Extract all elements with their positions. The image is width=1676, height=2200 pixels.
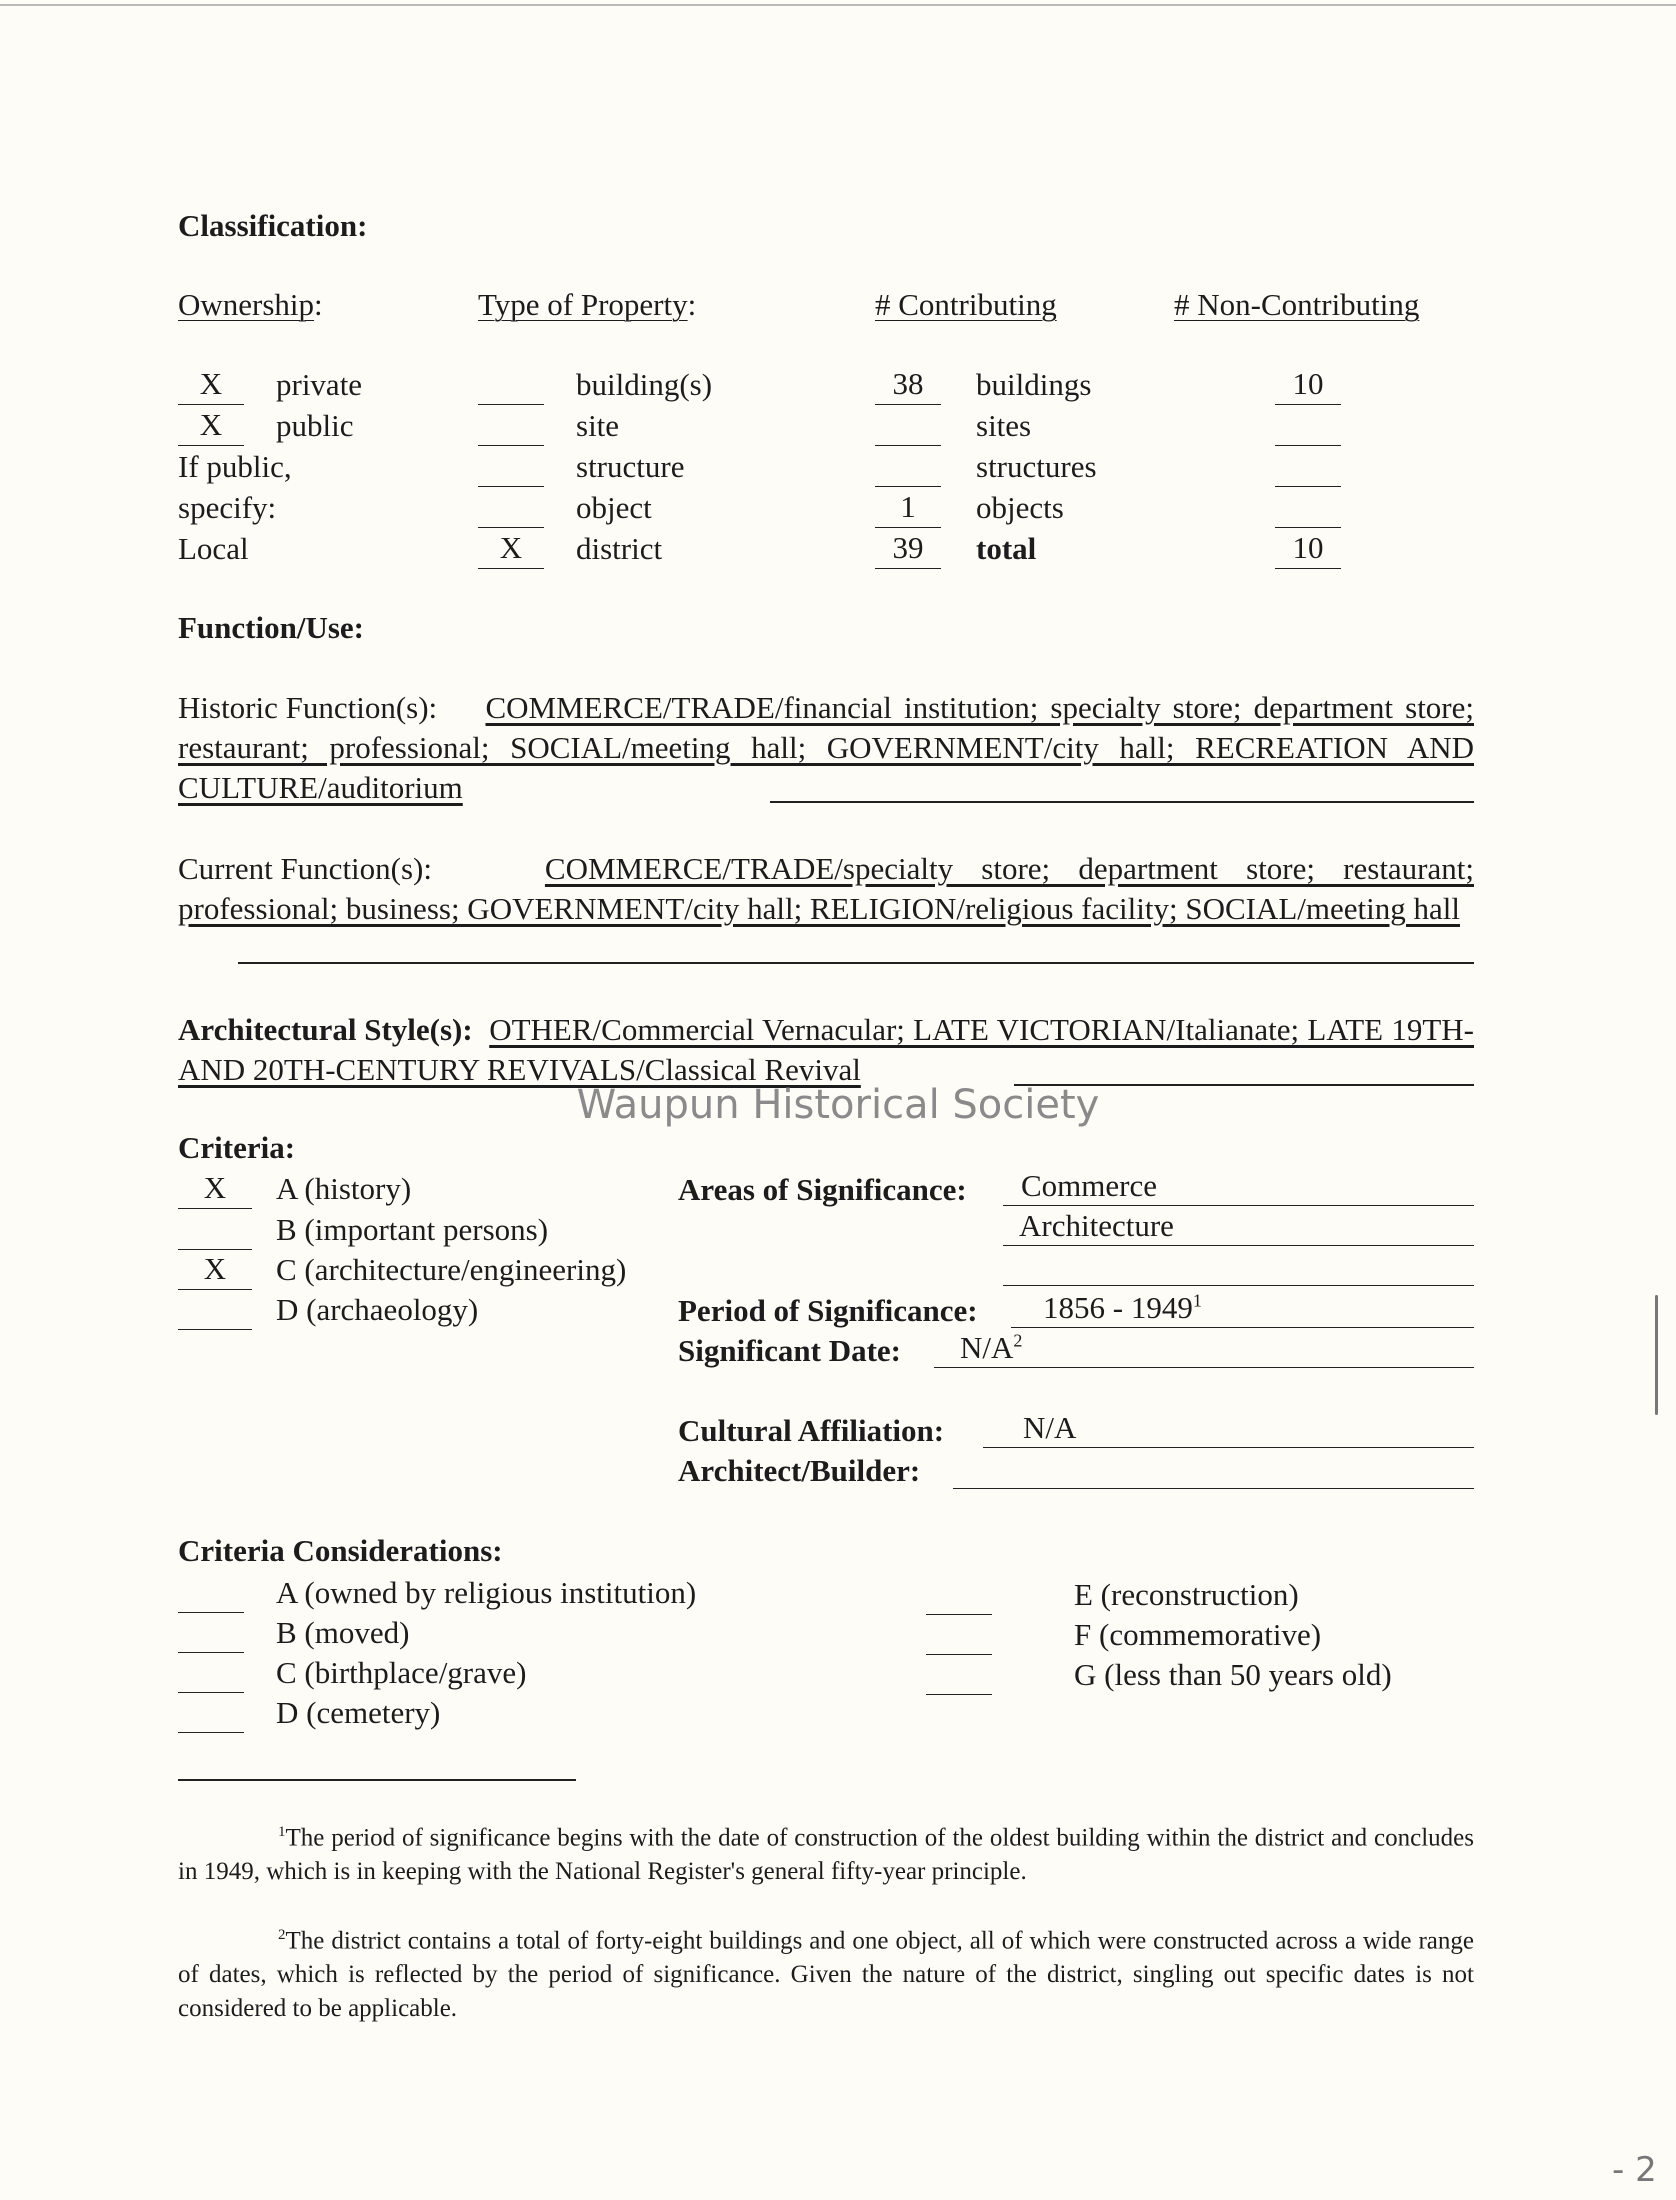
consideration-g-checkbox[interactable] <box>926 1656 992 1695</box>
consideration-d-checkbox[interactable] <box>178 1694 244 1733</box>
consideration-c-label: C (birthplace/grave) <box>276 1655 527 1690</box>
consideration-e-label: E (reconstruction) <box>1074 1577 1299 1612</box>
noncontributing-objects-count[interactable] <box>1275 489 1341 528</box>
ownership-local-value: Local <box>178 531 249 566</box>
contributing-total-count[interactable]: 39 <box>875 530 941 569</box>
noncontributing-structures-count[interactable] <box>1275 448 1341 487</box>
type-structure-label: structure <box>576 449 685 484</box>
criteria-d-checkbox[interactable] <box>178 1291 252 1330</box>
scan-top-edge <box>0 4 1676 6</box>
footnote-1 <box>178 1815 1474 1889</box>
count-sites-label: sites <box>976 408 1032 443</box>
consideration-a-checkbox[interactable] <box>178 1574 244 1613</box>
period-of-significance-label: Period of Significance: <box>678 1293 978 1328</box>
consideration-f-label: F (commemorative) <box>1074 1617 1322 1652</box>
noncontributing-sites-count[interactable] <box>1275 407 1341 446</box>
type-district-label: district <box>576 531 663 566</box>
consideration-g-label: G (less than 50 years old) <box>1074 1657 1392 1692</box>
consideration-f-checkbox[interactable] <box>926 1616 992 1655</box>
footnote-1-text: The period of significance begins with the date of construction of the oldest building within the district and concludes in 1949, which is in keeping with the National Register's general fifty-year principle. <box>178 1824 1474 1886</box>
contributing-column-header: # Contributing <box>875 287 1057 322</box>
contributing-buildings-count[interactable]: 38 <box>875 366 941 405</box>
historic-function-fill-line <box>770 801 1474 803</box>
criteria-c-label: C (architecture/engineering) <box>276 1252 627 1287</box>
historic-function-field[interactable] <box>178 688 1474 808</box>
ownership-private-label: private <box>276 367 363 402</box>
footnote-2 <box>178 1918 1474 2026</box>
architectural-style-value: OTHER/Commercial Vernacular; LATE VICTORIAN/Italianate; LATE 19TH- AND 20TH-CENTURY REVIVALS/Classical Revival <box>178 1012 1474 1087</box>
footnote-1-number: 1 <box>278 1824 286 1840</box>
type-building-checkbox[interactable] <box>478 366 544 405</box>
ownership-column-header: Ownership: <box>178 287 323 322</box>
noncontributing-column-header: # Non-Contributing <box>1174 287 1420 322</box>
historic-function-value: COMMERCE/TRADE/financial institution; specialty store; department store; restaurant; professional; SOCIAL/meeting hall; GOVERNMENT/city hall; RECREATION AND CULTURE/auditorium <box>178 690 1474 805</box>
criteria-heading: Criteria: <box>178 1130 296 1165</box>
areas-of-significance-field-3[interactable] <box>1003 1248 1474 1286</box>
criteria-d-label: D (archaeology) <box>276 1292 479 1327</box>
criteria-b-label: B (important persons) <box>276 1212 549 1247</box>
consideration-e-checkbox[interactable] <box>926 1576 992 1615</box>
significant-date-value: N/A <box>960 1330 1014 1365</box>
type-building-label: building(s) <box>576 367 713 402</box>
cultural-affiliation-field[interactable]: N/A <box>983 1410 1474 1448</box>
footnote-2-text: The district contains a total of forty-eight buildings and one object, all of which were constructed across a wide range of dates, which is reflected by the period of significance. Given the nature of the district, singling out specific dates is not considered to be applicable. <box>178 1927 1474 2023</box>
watermark: Waupun Historical Society <box>576 1082 1100 1128</box>
type-site-checkbox[interactable] <box>478 407 544 446</box>
type-site-label: site <box>576 408 620 443</box>
ownership-public-checkbox[interactable]: X <box>178 407 244 446</box>
contributing-objects-count[interactable]: 1 <box>875 489 941 528</box>
scan-margin-mark <box>1655 1295 1658 1415</box>
contributing-structures-count[interactable] <box>875 448 941 487</box>
architectural-style-label: Architectural Style(s): <box>178 1012 473 1047</box>
architect-builder-label: Architect/Builder: <box>678 1453 921 1488</box>
criteria-c-checkbox[interactable]: X <box>178 1251 252 1290</box>
type-structure-checkbox[interactable] <box>478 448 544 487</box>
significant-date-label: Significant Date: <box>678 1333 902 1368</box>
consideration-b-label: B (moved) <box>276 1615 410 1650</box>
current-function-value: COMMERCE/TRADE/specialty store; department store; restaurant; professional; business; GOVERNMENT/city hall; RELIGION/religious facility; SOCIAL/meeting hall <box>178 851 1474 926</box>
if-public-label: If public, <box>178 449 292 484</box>
footnote-separator <box>178 1779 576 1781</box>
footnote-ref-2: 2 <box>1013 1330 1023 1351</box>
type-district-checkbox[interactable]: X <box>478 530 544 569</box>
significant-date-field[interactable] <box>934 1330 1474 1368</box>
criteria-a-checkbox[interactable]: X <box>178 1170 252 1209</box>
cultural-affiliation-label: Cultural Affiliation: <box>678 1413 945 1448</box>
current-function-fill-line <box>238 962 1474 964</box>
consideration-c-checkbox[interactable] <box>178 1654 244 1693</box>
contributing-sites-count[interactable] <box>875 407 941 446</box>
current-function-label: Current Function(s): <box>178 851 432 886</box>
ownership-private-checkbox[interactable]: X <box>178 366 244 405</box>
period-of-significance-value: 1856 - 1949 <box>1043 1290 1193 1325</box>
noncontributing-buildings-count[interactable]: 10 <box>1275 366 1341 405</box>
count-objects-label: objects <box>976 490 1064 525</box>
type-column-header: Type of Property: <box>478 287 697 322</box>
period-of-significance-field[interactable] <box>1011 1290 1474 1328</box>
type-object-label: object <box>576 490 652 525</box>
function-use-heading: Function/Use: <box>178 610 364 645</box>
classification-heading: Classification: <box>178 208 368 243</box>
consideration-b-checkbox[interactable] <box>178 1614 244 1653</box>
architectural-style-field[interactable] <box>178 1010 1474 1090</box>
areas-of-significance-label: Areas of Significance: <box>678 1172 967 1207</box>
specify-label: specify: <box>178 490 277 525</box>
footnote-ref-1: 1 <box>1192 1290 1202 1311</box>
ownership-public-label: public <box>276 408 354 443</box>
consideration-d-label: D (cemetery) <box>276 1695 441 1730</box>
architect-builder-field[interactable] <box>953 1450 1474 1489</box>
type-object-checkbox[interactable] <box>478 489 544 528</box>
areas-of-significance-field-2[interactable]: Architecture <box>1003 1208 1474 1246</box>
criteria-b-checkbox[interactable] <box>178 1211 252 1250</box>
areas-of-significance-field-1[interactable]: Commerce <box>1003 1168 1474 1206</box>
noncontributing-total-count[interactable]: 10 <box>1275 530 1341 569</box>
consideration-a-label: A (owned by religious institution) <box>276 1575 697 1610</box>
page-number: - 2 <box>1612 2150 1657 2190</box>
count-buildings-label: buildings <box>976 367 1092 402</box>
count-total-label: total <box>976 531 1037 566</box>
historic-function-label: Historic Function(s): <box>178 690 438 725</box>
count-structures-label: structures <box>976 449 1097 484</box>
current-function-field[interactable] <box>178 849 1474 929</box>
footnote-2-number: 2 <box>278 1927 286 1943</box>
criteria-a-label: A (history) <box>276 1171 412 1206</box>
criteria-considerations-heading: Criteria Considerations: <box>178 1533 503 1568</box>
